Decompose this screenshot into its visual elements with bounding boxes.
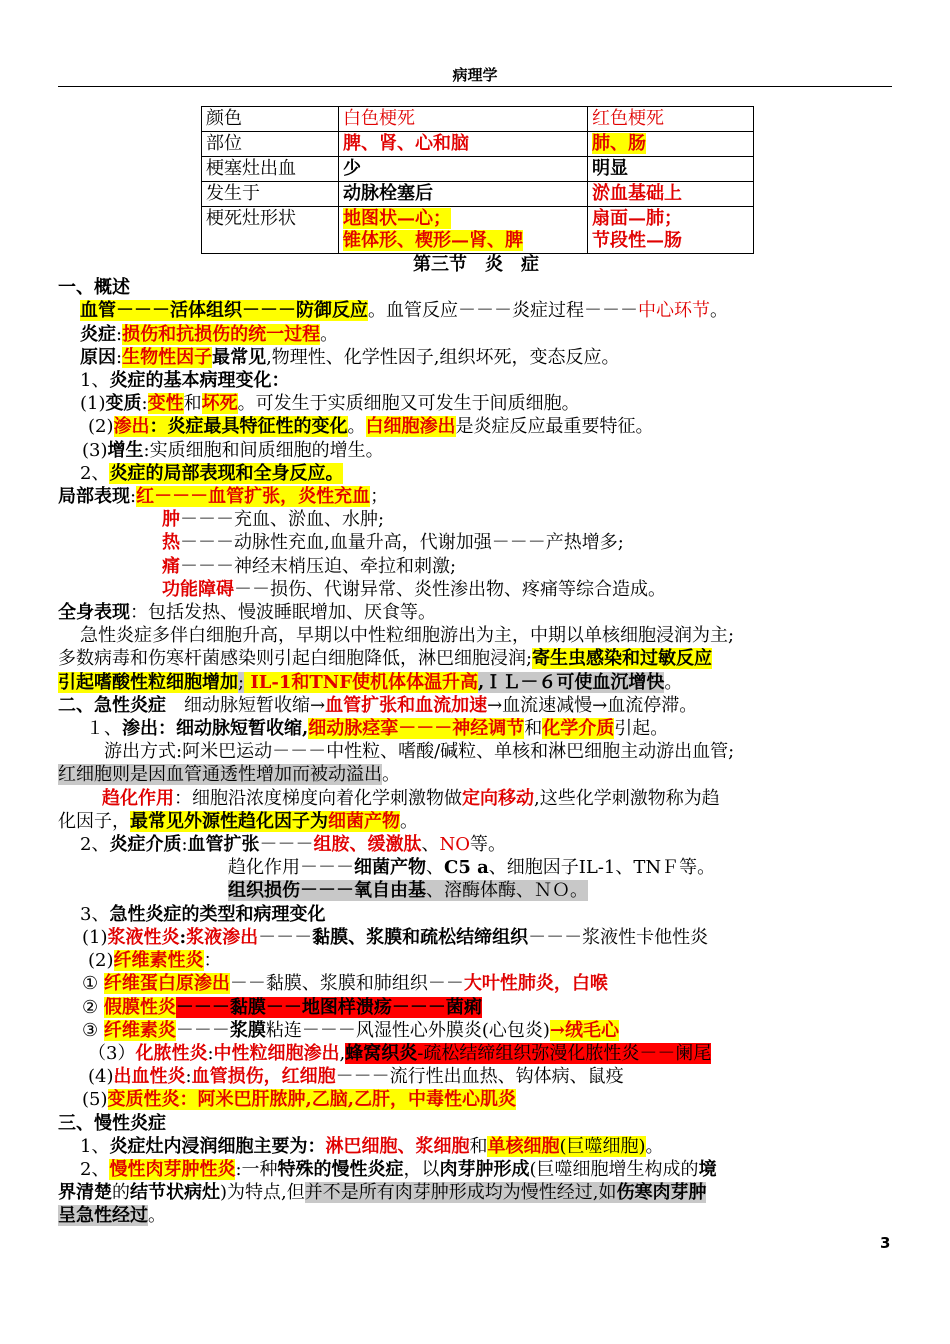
text-span: －－－充血、淤血、水肿;	[180, 509, 385, 531]
text-span: 变性	[147, 393, 184, 415]
text-line	[58, 949, 894, 972]
text-span: (5)	[82, 1089, 108, 1111]
table-cell: 颜色	[202, 107, 339, 132]
text-line	[58, 578, 894, 601]
text-line	[58, 903, 894, 926]
table-cell-text: 少	[343, 158, 361, 179]
body-lines	[58, 276, 894, 1227]
text-span: 细动脉短暂收缩→	[166, 694, 326, 716]
text-span: 急性炎症多伴白细胞升高，早期以中性粒细胞游出为主，中期以单核细胞浸润为主;	[80, 625, 735, 647]
text-span: 、溶酶体酶、ＮＯ。	[426, 880, 588, 902]
text-span: 出血性炎	[113, 1066, 186, 1088]
table-cell-text: 脾、肾、心和脑	[343, 133, 469, 154]
text-span: 。	[400, 810, 418, 832]
text-span: :	[116, 323, 123, 345]
text-line	[58, 671, 894, 694]
text-span: 引起。	[614, 718, 669, 740]
text-span: ：细胞沿浓度梯度向着化学刺激物做	[174, 787, 462, 809]
text-span: 。血管反应－－－炎症过程－－－	[368, 300, 638, 322]
text-span: 最常见	[212, 346, 267, 368]
text-span: :	[185, 1066, 192, 1088]
text-span: 红细胞则是因血管通透性增加而被动溢出	[58, 764, 382, 786]
text-span: －－－动脉性充血,血量升高，代谢加强－－－产热增多;	[180, 532, 624, 554]
table-cell	[339, 182, 588, 207]
text-span: 定向移动	[462, 787, 534, 809]
text-span: ：	[203, 950, 222, 972]
text-span: 细菌产物	[354, 857, 426, 879]
text-line	[58, 624, 894, 647]
text-span: 血管扩张	[187, 834, 260, 856]
text-span: 呈急性经过	[58, 1205, 148, 1227]
text-span: －－－流行性出血热、钩体病、鼠疫	[335, 1066, 624, 1088]
text-span: 组胺、缓激肽	[313, 834, 422, 856]
text-span: 等。	[470, 834, 507, 856]
text-line	[58, 1019, 894, 1042]
text-line	[58, 787, 894, 810]
text-line	[58, 346, 894, 369]
text-span: 。	[710, 300, 728, 322]
text-span: 大叶性肺炎，白喉	[463, 973, 608, 995]
text-span: 的	[112, 1182, 130, 1204]
text-line	[58, 879, 894, 902]
text-span: )为特点,但	[220, 1182, 305, 1204]
text-span: :实质细胞和间质细胞的增生。	[143, 439, 384, 461]
text-span: 、	[421, 834, 440, 856]
text-line	[58, 601, 894, 624]
text-span: ,物理性、化学性因子,组织坏死，变态反应。	[266, 346, 620, 368]
text-line	[58, 415, 894, 438]
text-line	[58, 276, 894, 299]
text-span: 炎症介质	[109, 834, 182, 856]
text-span: 3、	[80, 903, 110, 925]
text-span: 粘连－－－风湿性心外膜炎(心包炎)	[265, 1019, 550, 1041]
text-span: ②	[82, 996, 104, 1018]
text-span: 趋化作用－－－	[228, 857, 354, 879]
text-span: ：炎症最具特征性的变化	[149, 416, 348, 438]
text-span: －－损伤、代谢异常、炎性渗出物、疼痛等综合造成。	[234, 578, 666, 600]
text-span: 中性粒细胞渗出	[213, 1042, 340, 1064]
text-line	[58, 508, 894, 531]
text-span: 炎症灶内浸润细胞主要为：	[109, 1135, 326, 1157]
text-span: 痛	[162, 555, 180, 577]
text-line	[58, 369, 894, 392]
text-span: 细动脉痉挛－－－神经调节	[308, 718, 525, 740]
text-line	[58, 926, 894, 949]
text-span: 生物性因子	[122, 346, 213, 368]
text-span: 变质性炎：阿米巴肝脓肿,乙脑,乙肝，中毒性心肌炎	[107, 1089, 517, 1111]
text-span: 界清楚	[58, 1182, 112, 1204]
text-span: 境	[698, 1158, 717, 1180]
text-span: :	[116, 346, 123, 368]
text-span: １、	[86, 718, 122, 740]
text-span: 肉芽肿形成	[439, 1158, 530, 1180]
text-line	[58, 647, 894, 670]
text-line	[58, 1158, 894, 1181]
table-cell-text: 明显	[592, 158, 628, 179]
text-span: 功能障碍	[162, 578, 234, 600]
table-cell-text: 锥体形、楔形—肾、脾	[343, 230, 523, 251]
text-span: ③	[82, 1019, 104, 1041]
text-line	[58, 717, 894, 740]
text-span: 纤维素性炎	[113, 950, 204, 972]
text-span: 三、慢性炎症	[58, 1112, 166, 1134]
text-span: ,这些化学刺激物称为趋	[534, 787, 720, 809]
text-span: IL-1和TNF使机体体温升高	[244, 671, 479, 693]
text-span: C5 a	[444, 857, 489, 879]
text-line	[58, 996, 894, 1019]
text-span: 并不是所有肉芽肿形成均为慢性经过,如	[304, 1182, 617, 1204]
text-line	[58, 1181, 894, 1204]
text-span: 和	[469, 1135, 488, 1157]
text-span: 黏膜、浆膜和疏松结缔组织	[312, 926, 529, 948]
table-cell-text: 节段性—肠	[592, 230, 682, 251]
text-span: 特殊的慢性炎症	[277, 1158, 404, 1180]
table-cell-text: 淤血基础上	[592, 183, 682, 204]
text-line	[58, 694, 894, 717]
text-span: 。	[645, 1135, 664, 1157]
text-span: 组织损伤－－－氧自由基	[228, 880, 426, 902]
text-span: 1、	[80, 370, 110, 392]
text-line	[58, 1135, 894, 1158]
text-line	[58, 856, 894, 879]
table-cell-text: 动脉栓塞后	[343, 183, 433, 204]
table-cell-text: 地图状—心；	[343, 208, 451, 229]
page-number: 3	[880, 1234, 891, 1252]
text-span: 是炎症反应最重要特征。	[455, 416, 654, 438]
text-span: （3）	[88, 1042, 136, 1064]
table-cell	[588, 132, 754, 157]
text-line	[58, 810, 894, 833]
text-span: 血管损伤，红细胞	[191, 1066, 336, 1088]
text-span: 纤维蛋白原渗出	[103, 973, 230, 995]
text-span: 1、	[80, 1135, 110, 1157]
text-line	[58, 1088, 894, 1111]
text-span: 渗出：细动脉短暂收缩,	[122, 718, 309, 740]
text-span: 游出方式:阿米巴运动－－－中性粒、嗜酸/碱粒、单核和淋巴细胞主动游出血管;	[104, 741, 735, 763]
text-span: 坏死	[201, 393, 238, 415]
text-span: 、细胞因子IL-1、TNＦ等。	[488, 857, 716, 879]
document-body	[58, 253, 894, 1228]
text-line	[58, 462, 894, 485]
text-span: ;	[238, 671, 245, 693]
text-span: ,ＩＬ－６可使血沉增快	[478, 671, 665, 693]
text-span: 红－－－血管扩张，炎性充血	[136, 486, 371, 508]
text-span: 纤维素炎	[103, 1019, 176, 1041]
running-header: 病理学	[452, 66, 498, 84]
text-span: 增生	[107, 439, 144, 461]
text-span: 慢性肉芽肿性炎	[109, 1158, 236, 1180]
table-cell-text: 红色梗死	[592, 108, 664, 129]
text-span: 化脓性炎	[135, 1042, 208, 1064]
text-line	[58, 555, 894, 578]
table-cell	[588, 107, 754, 132]
table-cell	[339, 107, 588, 132]
text-span: 一、概述	[58, 277, 130, 299]
text-span: 炎症的局部表现和全身反应。	[109, 462, 344, 484]
text-span: 。	[320, 323, 339, 345]
text-span: 渗出	[113, 416, 150, 438]
text-span: 。	[347, 416, 366, 438]
text-span: (巨噬细胞)	[559, 1135, 646, 1157]
text-span: :一种	[235, 1158, 278, 1180]
table-cell	[588, 207, 754, 254]
text-span: :	[130, 486, 137, 508]
table-cell-text: 扇面—肺；	[592, 208, 682, 229]
text-span: :	[141, 393, 148, 415]
text-span: 2、	[80, 1158, 110, 1180]
table-cell-text: 肺、肠	[592, 133, 646, 154]
text-span: →绒毛心	[549, 1019, 619, 1041]
text-line	[58, 299, 894, 322]
text-span: ；	[370, 486, 389, 508]
text-span: 化因子，	[58, 810, 130, 832]
text-span: －－－	[259, 834, 314, 856]
text-span: 全身表现	[58, 602, 130, 624]
table-cell	[339, 207, 588, 254]
text-span: -疏松结缔组织弥漫化脓性炎－－阑尾	[417, 1042, 712, 1064]
text-span: 变质	[105, 393, 142, 415]
text-span: 和	[183, 393, 202, 415]
text-span: 伤寒肉芽肿	[616, 1182, 707, 1204]
text-span: 损伤和抗损伤的统一过程	[122, 323, 321, 345]
text-span: 趋化作用	[102, 787, 174, 809]
text-span: 浆膜	[229, 1019, 266, 1041]
table-cell-text: 白色梗死	[343, 108, 415, 129]
text-span: 2、	[80, 834, 110, 856]
table-cell-text: 梗死灶形状	[206, 208, 296, 229]
text-line	[58, 1042, 894, 1065]
text-span: (1)	[82, 926, 108, 948]
text-span: 中心环节	[638, 300, 710, 322]
table-cell: 梗塞灶出血	[202, 157, 339, 182]
text-span: 、	[426, 857, 444, 879]
text-span: 。可发生于实质细胞又可发生于间质细胞。	[237, 393, 580, 415]
text-span: ，以	[403, 1158, 440, 1180]
infarct-comparison-table	[201, 106, 754, 254]
text-span: 血管扩张和血流加速	[325, 694, 488, 716]
table-row	[202, 157, 754, 182]
text-span: －－－浆液性卡他性炎	[528, 926, 709, 948]
text-line	[58, 439, 894, 462]
text-span: 炎症的基本病理变化：	[109, 370, 290, 392]
text-span: 二、急性炎症	[58, 694, 166, 716]
text-span: 炎症	[80, 323, 116, 345]
text-span: 假膜性炎	[103, 996, 176, 1018]
text-span: (4)	[88, 1066, 114, 1088]
text-span: ①	[82, 973, 104, 995]
section-title: 第三节 炎 症	[413, 254, 539, 275]
text-span: (2)	[88, 950, 114, 972]
text-span: ：包括发热、慢波睡眠增加、厌食等。	[130, 602, 436, 624]
text-span: :	[207, 1042, 214, 1064]
text-span: －－－神经末梢压迫、牵拉和刺激;	[180, 555, 457, 577]
text-line	[58, 1112, 894, 1135]
table-row	[202, 107, 754, 132]
text-span: 结节状病灶	[130, 1182, 220, 1204]
text-line	[58, 531, 894, 554]
header-rule	[58, 86, 892, 87]
text-span: (3)	[82, 439, 108, 461]
text-span: 淋巴细胞、浆细胞	[325, 1135, 470, 1157]
text-line	[58, 323, 894, 346]
table-cell	[339, 157, 588, 182]
table-cell	[588, 182, 754, 207]
text-span: 和	[524, 718, 543, 740]
text-span: 血管－－－活体组织－－－防御反应	[80, 300, 368, 322]
text-span: 热	[162, 532, 180, 554]
text-span: 浆液性炎	[107, 926, 180, 948]
table-row	[202, 132, 754, 157]
text-span: :	[179, 926, 187, 948]
table-cell: 部位	[202, 132, 339, 157]
text-span: 单核细胞	[487, 1135, 560, 1157]
table-cell	[202, 207, 339, 254]
text-span: 多数病毒和伤寒杆菌感染则引起白细胞降低，淋巴细胞浸润;	[58, 648, 533, 670]
text-span: 浆液渗出	[186, 926, 259, 948]
text-span: －－－	[258, 926, 313, 948]
text-span: NO	[439, 834, 471, 856]
text-line	[58, 972, 894, 995]
text-span: 引起嗜酸性粒细胞增加	[58, 671, 238, 693]
text-span: 急性炎症的类型和病理变化	[109, 903, 326, 925]
text-span: (巨噬细胞增生构成的	[529, 1158, 699, 1180]
text-span: －－－	[175, 1019, 230, 1041]
text-span: (1)	[80, 393, 106, 415]
table-cell	[339, 132, 588, 157]
text-span: －－－黏膜－－地图样溃疡－－－菌痢	[175, 996, 482, 1018]
text-line	[58, 392, 894, 415]
text-span: 细菌产物	[328, 810, 400, 832]
text-span: 局部表现	[58, 486, 130, 508]
text-span: 。	[664, 671, 683, 693]
text-span: 最常见外源性趋化因子为	[130, 810, 328, 832]
text-line	[58, 485, 894, 508]
text-line	[58, 1204, 894, 1227]
text-span: (2)	[88, 416, 114, 438]
text-line	[58, 740, 894, 763]
text-span: 化学介质	[542, 718, 615, 740]
text-span: 2、	[80, 462, 110, 484]
text-span: 。	[382, 764, 400, 786]
table-row	[202, 207, 754, 254]
table-cell	[588, 157, 754, 182]
text-span: 蜂窝织炎	[345, 1042, 418, 1064]
text-span: ,	[339, 1042, 346, 1064]
text-line	[58, 833, 894, 856]
text-span: →血流速减慢→血流停滞。	[487, 694, 698, 716]
table-row	[202, 182, 754, 207]
table-cell: 发生于	[202, 182, 339, 207]
text-span: 肿	[162, 509, 180, 531]
text-span: －－黏膜、浆膜和肺组织－－	[229, 973, 464, 995]
text-span: :	[181, 834, 188, 856]
text-span: 寄生虫感染和过敏反应	[532, 648, 713, 670]
text-line	[58, 763, 894, 786]
text-span: 原因	[80, 346, 116, 368]
text-span: 白细胞渗出	[365, 416, 456, 438]
text-line	[58, 1065, 894, 1088]
text-span: 。	[148, 1205, 166, 1227]
